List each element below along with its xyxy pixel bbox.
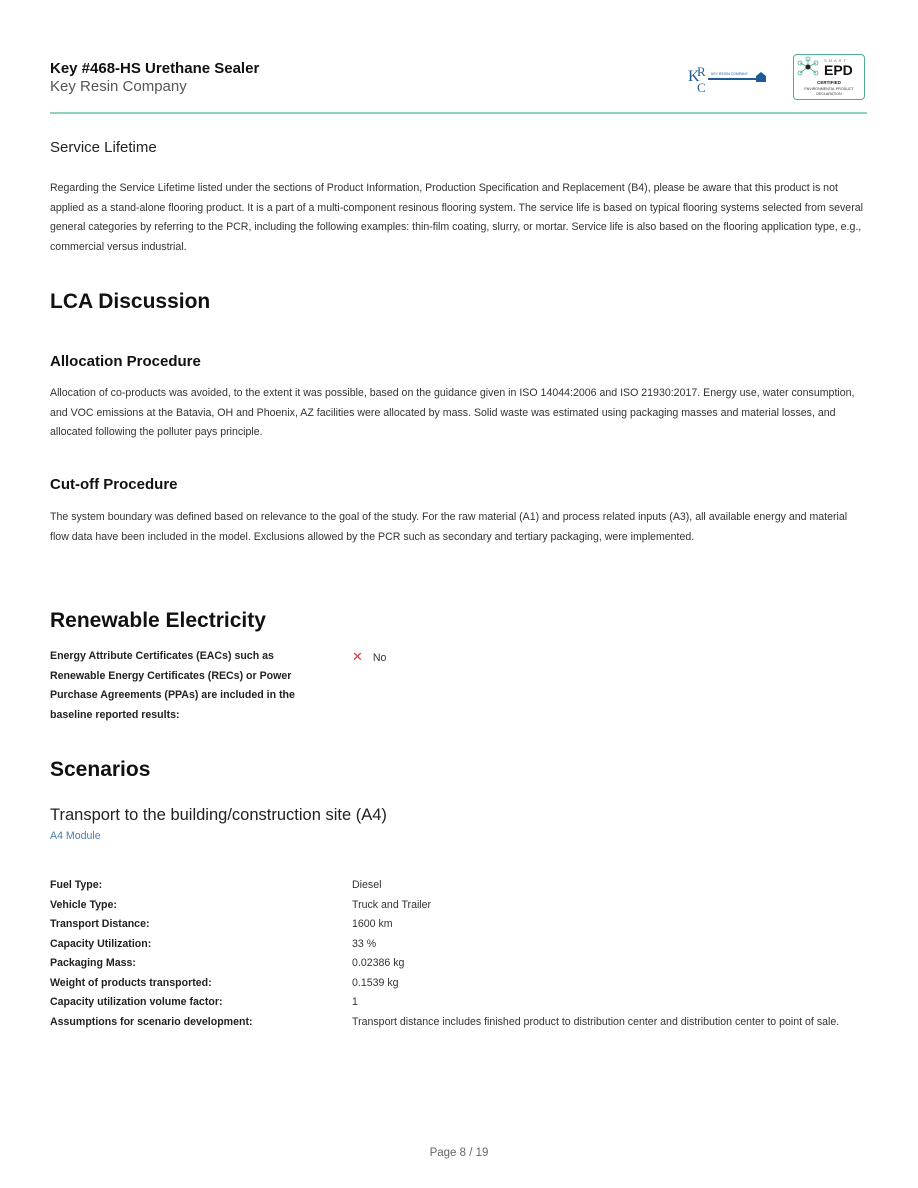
row-label-fuel-type: Fuel Type: bbox=[50, 879, 103, 891]
allocation-procedure-heading: Allocation Procedure bbox=[50, 353, 201, 370]
row-label-capacity-utilization: Capacity Utilization: bbox=[50, 938, 152, 950]
service-lifetime-heading: Service Lifetime bbox=[50, 139, 157, 156]
allocation-procedure-text: Allocation of co-products was avoided, to the extent it was possible, based on the guidance given in ISO 14044:2006 and ISO 21930:2017. Energy use, water consumption, and VOC emissions at the Batavia, OH and Phoenix, AZ facilities were allocated by mass. Solid waste was estimated using packaging masses and material losses, and allocated following the polluter pays principle. bbox=[50, 387, 855, 438]
row-value-weight-products: 0.1539 kg bbox=[352, 977, 399, 989]
row-value-fuel-type: Diesel bbox=[352, 879, 382, 891]
cutoff-procedure-text: The system boundary was defined based on relevance to the goal of the study. For the raw material (A1) and process related inputs (A3), all available energy and material flow data have been included in the model. Exclusions allowed by the PCR such as secondary and tertiary packaging, were implemented. bbox=[50, 511, 848, 543]
row-label-vehicle-type: Vehicle Type: bbox=[50, 899, 117, 911]
page-number: Page 8 / 19 bbox=[429, 1147, 489, 1159]
row-value-vehicle-type: Truck and Trailer bbox=[352, 899, 432, 911]
row-value-assumptions: Transport distance includes finished product to distribution center and distribution center to point of sale. bbox=[352, 1016, 840, 1028]
row-label-volume-factor: Capacity utilization volume factor: bbox=[50, 996, 223, 1008]
svg-text:ENVIRONMENTAL PRODUCT: ENVIRONMENTAL PRODUCT bbox=[804, 87, 854, 91]
company-name: Key Resin Company bbox=[50, 78, 187, 95]
svg-text:C: C bbox=[697, 80, 706, 94]
row-label-weight-products: Weight of products transported: bbox=[50, 977, 212, 989]
page-header bbox=[50, 52, 867, 114]
row-label-transport-distance: Transport Distance: bbox=[50, 918, 150, 930]
renewable-electricity-heading: Renewable Electricity bbox=[50, 609, 266, 632]
scenarios-heading: Scenarios bbox=[50, 758, 151, 781]
eac-question-label: Energy Attribute Certificates (EACs) such as Renewable Energy Certificates (RECs) or Power Purchase Agreements (PPAs) are included in the baseline reported results: bbox=[50, 650, 295, 721]
svg-text:K: K bbox=[688, 68, 700, 85]
service-lifetime-text: Regarding the Service Lifetime listed under the sections of Product Information, Production Specification and Replacement (B4), please be aware that this product is not applied as a stand-alone flooring product. It is a part of a multi-component resinous flooring system. The service life is based on typical flooring systems selected from several general categories by referring to the PCR, including the following examples: thin-film coating, slurry, or mortar. Service life is also based on the flooring application type, e.g., commercial versus industrial. bbox=[50, 182, 863, 253]
lca-discussion-heading: LCA Discussion bbox=[50, 290, 211, 313]
cutoff-procedure-heading: Cut-off Procedure bbox=[50, 476, 178, 493]
a4-module-label: A4 Module bbox=[50, 830, 101, 842]
svg-text:SMART: SMART bbox=[824, 58, 848, 63]
product-title: Key #468-HS Urethane Sealer bbox=[50, 60, 260, 77]
x-icon: ✕ bbox=[352, 649, 363, 664]
transport-a4-heading: Transport to the building/construction site (A4) bbox=[50, 806, 387, 824]
svg-text:EPD: EPD bbox=[824, 62, 853, 78]
krc-logo-icon bbox=[688, 64, 768, 94]
row-value-transport-distance: 1600 km bbox=[352, 918, 393, 930]
svg-text:CERTIFIED: CERTIFIED bbox=[817, 80, 841, 85]
row-value-packaging-mass: 0.02386 kg bbox=[352, 957, 405, 969]
svg-text:DECLARATION: DECLARATION bbox=[816, 92, 842, 96]
row-label-packaging-mass: Packaging Mass: bbox=[50, 957, 136, 969]
svg-text:R: R bbox=[697, 64, 706, 79]
row-label-assumptions: Assumptions for scenario development: bbox=[50, 1016, 253, 1028]
eac-answer-value: No bbox=[372, 652, 387, 664]
row-value-volume-factor: 1 bbox=[352, 996, 358, 1008]
smart-epd-badge bbox=[793, 54, 865, 100]
row-value-capacity-utilization: 33 % bbox=[352, 938, 377, 950]
eac-answer bbox=[352, 647, 472, 669]
epd-network-icon bbox=[794, 55, 864, 99]
svg-text:KEY RESIN COMPANY: KEY RESIN COMPANY bbox=[711, 72, 749, 76]
